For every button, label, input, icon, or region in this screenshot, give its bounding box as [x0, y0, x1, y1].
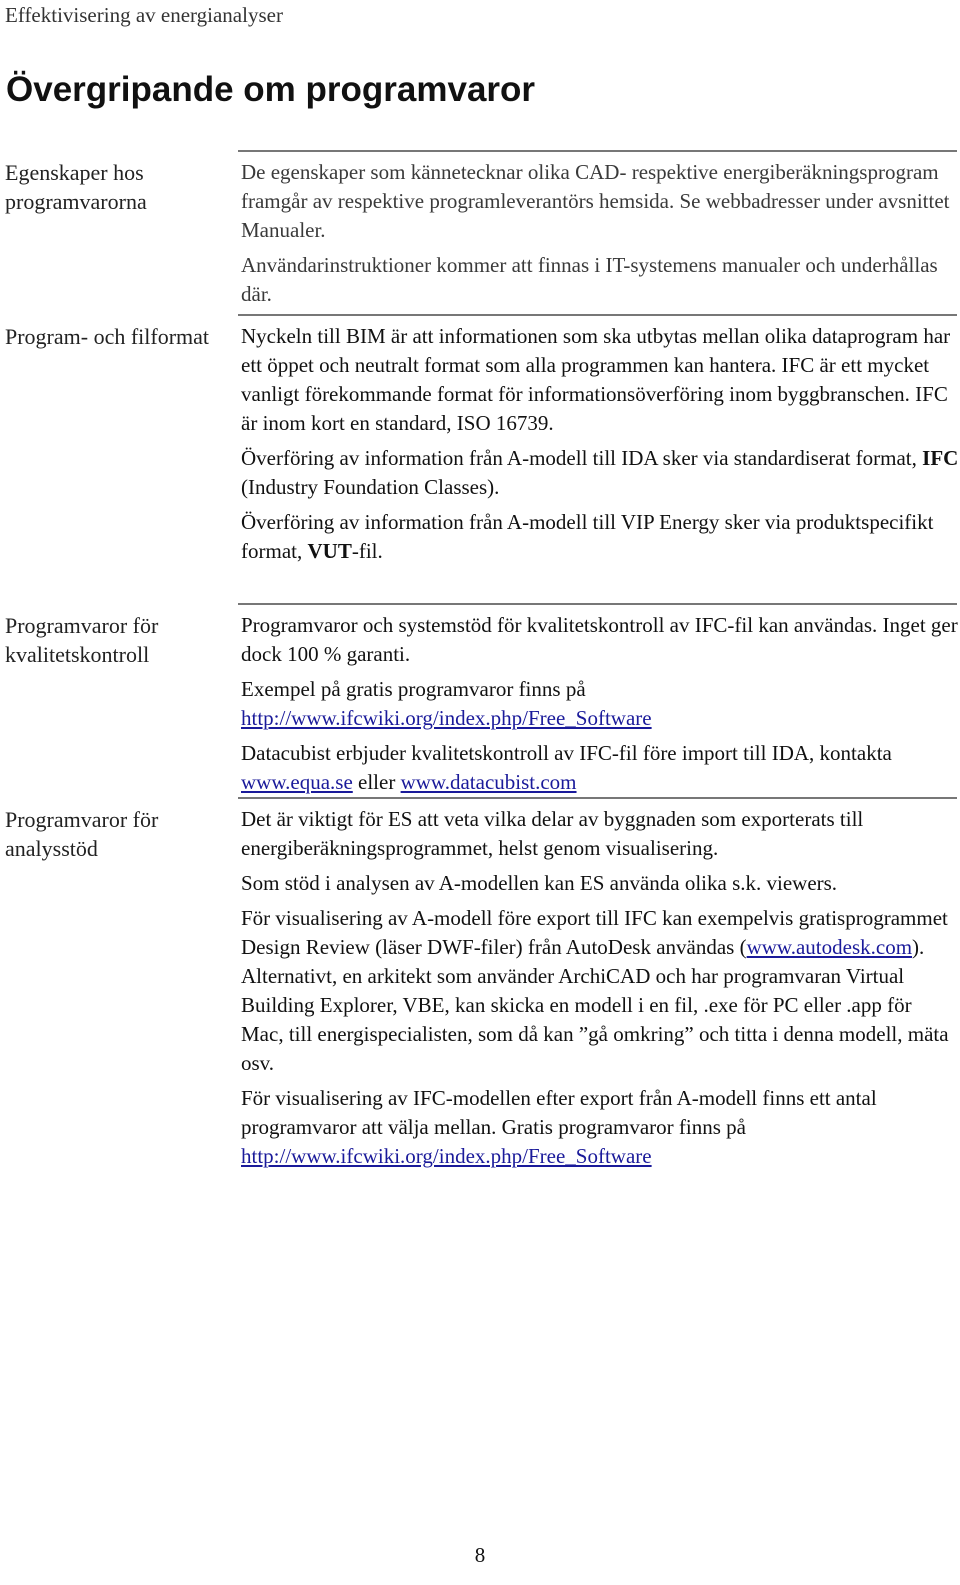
format-name-vut: VUT [307, 539, 352, 563]
section-divider [238, 797, 957, 799]
section-body [241, 158, 959, 315]
paragraph [241, 1084, 959, 1171]
section-heading: Program- och filformat [5, 324, 210, 349]
paragraph: Det är viktigt för ES att veta vilka delar av byggnaden som exporterats till energiberäkningsprogrammet, helst genom visualisering. [241, 807, 864, 860]
paragraph-text: För visualisering av A-modell före export till IFC kan exempelvis gratisprogrammet Design Review (läser DWF-filer) från AutoDesk användas ( [241, 906, 948, 959]
paragraph-text: Datacubist erbjuder kvalitetskontroll av IFC-fil före import till IDA, kontakta [241, 741, 892, 765]
paragraph [241, 739, 959, 797]
page-number: 8 [474, 1543, 486, 1567]
ifcwiki-link[interactable]: http://www.ifcwiki.org/index.php/Free_Software [241, 706, 652, 730]
section-body [241, 611, 959, 803]
paragraph [241, 444, 959, 502]
paragraph-text: Överföring av information från A-modell till VIP Energy sker via produktspecifikt format, [241, 510, 934, 563]
section-heading: Programvaror för analysstöd [5, 807, 159, 861]
section-body [241, 322, 959, 572]
running-header: Effektivisering av energianalyser [5, 3, 283, 27]
paragraph: Programvaror och systemstöd för kvalitetskontroll av IFC-fil kan användas. Inget ger dock 100 % garanti. [241, 613, 958, 666]
format-name-ifc: IFC [922, 446, 959, 470]
paragraph-text: (Industry Foundation Classes). [241, 475, 500, 499]
paragraph [241, 675, 959, 733]
equa-link[interactable]: www.equa.se [241, 770, 353, 794]
paragraph [241, 904, 959, 1078]
section-heading: Programvaror för kvalitetskontroll [5, 613, 159, 667]
paragraph-text: Överföring av information från A-modell till IDA sker via standardiserat format, [241, 446, 923, 470]
page-title: Övergripande om programvaror [6, 70, 536, 109]
section-divider [238, 150, 957, 152]
section-divider [238, 314, 957, 316]
datacubist-link[interactable]: www.datacubist.com [400, 770, 577, 794]
paragraph: Som stöd i analysen av A-modellen kan ES använda olika s.k. viewers. [241, 871, 838, 895]
paragraph [241, 508, 959, 566]
paragraph-text: eller [352, 770, 401, 794]
section-heading: Egenskaper hos programvarorna [5, 160, 147, 214]
paragraph-text: ). Alternativt, en arkitekt som använder ArchiCAD och har programvaran Virtual Building Explorer, VBE, kan skicka en modell i en fil, .exe för PC eller .app för Mac, till energispecialisten, som då kan ”gå omkring” och titta i denna modell, mäta osv. [241, 935, 949, 1075]
paragraph-text: För visualisering av IFC-modellen efter export från A-modell finns ett antal programvaror att välja mellan. Gratis programvaror finns på [241, 1086, 877, 1139]
paragraph-text: Exempel på gratis programvaror finns på [241, 677, 586, 701]
ifcwiki-link[interactable]: http://www.ifcwiki.org/index.php/Free_Software [241, 1144, 652, 1168]
paragraph-text: -fil. [351, 539, 383, 563]
section-body [241, 805, 959, 1177]
paragraph: Användarinstruktioner kommer att finnas i IT-systemens manualer och underhållas där. [241, 253, 938, 306]
paragraph: Nyckeln till BIM är att informationen som ska utbytas mellan olika dataprogram har ett öppet och neutralt format som alla programmen kan hantera. IFC är ett mycket vanligt förekommande format för informationsöverföring inom byggbranschen. IFC är inom kort en standard, ISO 16739. [241, 324, 951, 435]
section-divider [238, 603, 957, 605]
autodesk-link[interactable]: www.autodesk.com [746, 935, 913, 959]
paragraph: De egenskaper som kännetecknar olika CAD- respektive energiberäkningsprogram framgår av respektive programleverantörs hemsida. Se webbadresser under avsnittet Manualer. [241, 160, 950, 242]
